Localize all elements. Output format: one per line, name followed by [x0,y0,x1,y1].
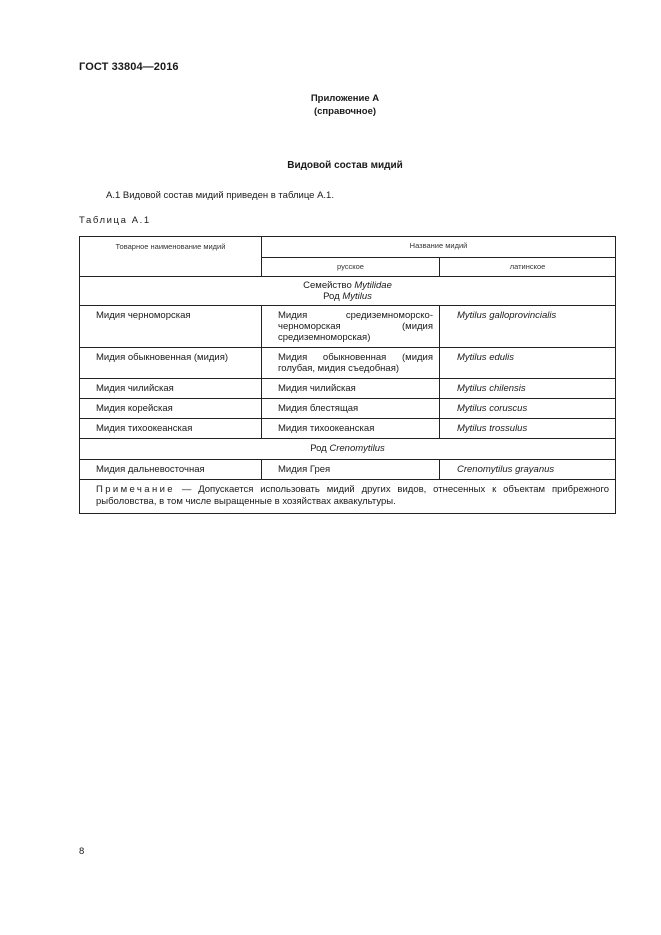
genus-line [80,291,615,302]
family-group-cell [80,277,616,306]
section-title: Видовой состав мидий [287,160,403,171]
trade-name-cell: Мидия черноморская [80,306,262,348]
family-prefix: Семейство [303,280,355,291]
latin-name-cell: Mytilus chilensis [440,379,616,399]
table-row [80,460,616,480]
genus-prefix: Род [310,443,330,454]
genus-latin: Mytilus [342,291,372,302]
latin-name-cell: Crenomytilus grayanus [440,460,616,480]
trade-name-cell: Мидия чилийская [80,379,262,399]
note-text: — Допускается использовать мидий других видов, отнесенных к объектам прибрежного рыболовства, в том числе выращенные в хозяйствах аквакультуры. [96,484,610,507]
family-group-row [80,277,616,306]
intro-paragraph: А.1 Видовой состав мидий приведен в таблице А.1. [106,190,334,201]
table-row [80,399,616,419]
header-trade-name: Товарное наименование мидий [80,237,262,277]
russian-name-cell: Мидия средиземноморско-черноморская (мидия средиземноморская) [262,306,440,348]
russian-name-cell: Мидия тихоокеанская [262,419,440,439]
header-species-name: Название мидий [262,237,616,258]
russian-name-cell: Мидия блестящая [262,399,440,419]
table-row [80,348,616,379]
russian-name-cell: Мидия обыкновенная (мидия голубая, мидия съедобная) [262,348,440,379]
trade-name-cell: Мидия обыкновенная (мидия) [80,348,262,379]
document-code: ГОСТ 33804—2016 [79,61,179,73]
page-number: 8 [79,846,85,857]
appendix-subtitle: (справочное) [313,106,377,117]
latin-name-cell: Mytilus trossulus [440,419,616,439]
table-row [80,379,616,399]
table-row [80,306,616,348]
header-russian: русское [262,257,440,277]
trade-name-cell: Мидия тихоокеанская [80,419,262,439]
genus-group-row [80,439,616,460]
header-latin: латинское [440,257,616,277]
table-row [80,419,616,439]
russian-name-cell: Мидия чилийская [262,379,440,399]
genus-group-cell [80,439,616,460]
trade-name-cell: Мидия дальневосточная [80,460,262,480]
latin-name-cell: Mytilus coruscus [440,399,616,419]
note-label: Примечание [96,484,175,495]
appendix-heading [0,92,661,118]
latin-name-cell: Mytilus edulis [440,348,616,379]
appendix-title: Приложение А [310,93,380,104]
latin-name-cell: Mytilus galloprovincialis [440,306,616,348]
table-header-row [80,237,616,258]
table-note [80,480,616,514]
family-latin: Mytilidae [354,280,392,291]
trade-name-cell: Мидия корейская [80,399,262,419]
table-note-row [80,480,616,514]
genus-prefix: Род [323,291,343,302]
species-table [79,236,616,514]
genus-latin: Crenomytilus [329,443,385,454]
family-line [80,280,615,291]
table-caption: Таблица А.1 [79,215,151,226]
russian-name-cell: Мидия Грея [262,460,440,480]
